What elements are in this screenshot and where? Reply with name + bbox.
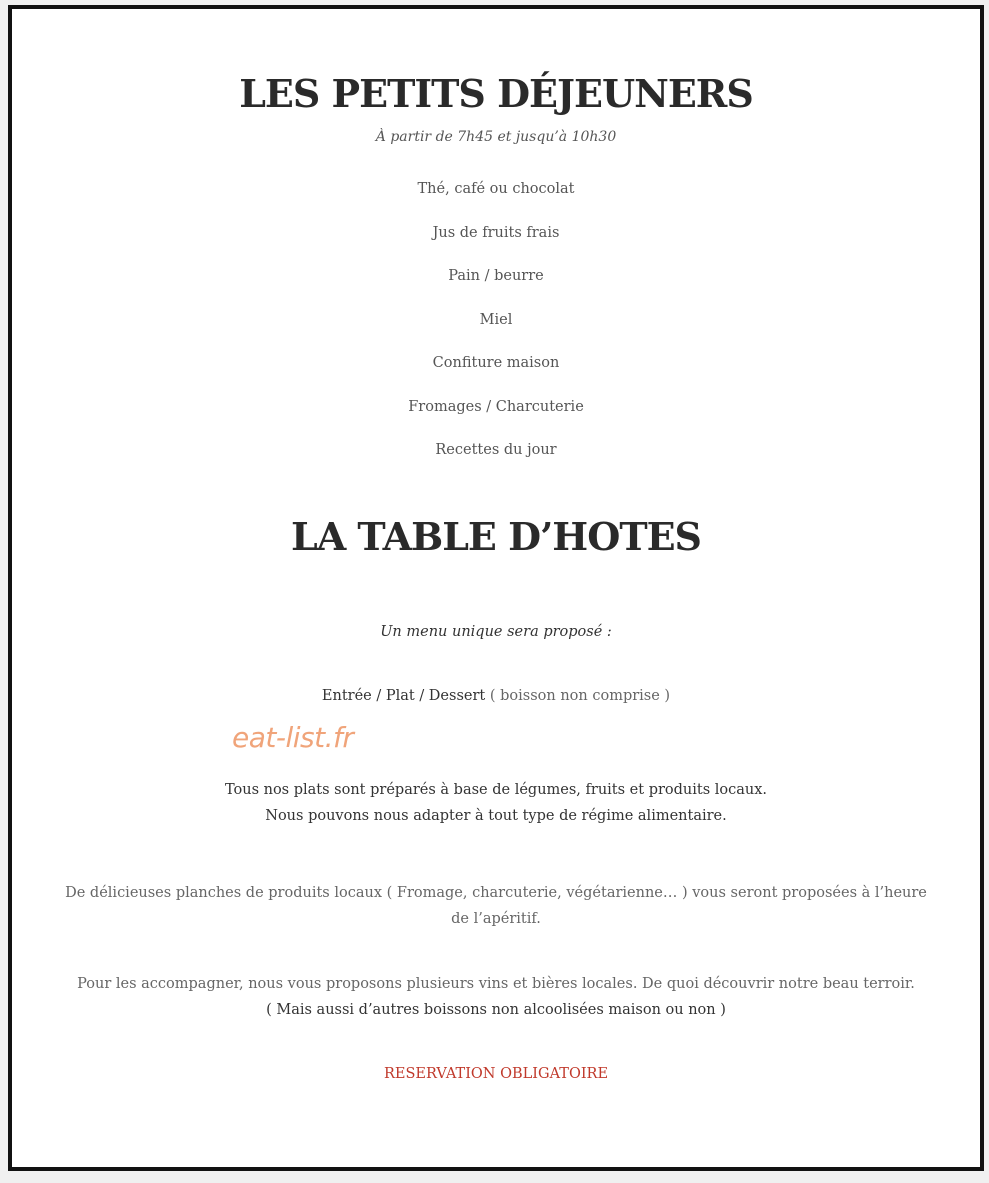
drinks-line: ( Mais aussi d’autres boissons non alcoolisées maison ou non )	[266, 1002, 726, 1018]
breakfast-title: LES PETITS DÉJEUNERS	[239, 71, 753, 116]
watermark-logo: eat-list.fr	[232, 721, 354, 754]
menu-courses: Entrée / Plat / Dessert	[321, 688, 486, 704]
menu-intro: Un menu unique sera proposé :	[380, 624, 612, 640]
breakfast-item: Fromages / Charcuterie	[408, 399, 584, 415]
breakfast-hours: À partir de 7h45 et jusqu’à 10h30	[375, 129, 617, 145]
aperitif-line: de l’apéritif.	[451, 911, 541, 927]
drinks-line: Pour les accompagner, nous vous proposons plusieurs vins et bières locales. De quoi découvrir notre beau terroir.	[77, 976, 915, 992]
aperitif-line: De délicieuses planches de produits locaux ( Fromage, charcuterie, végétarienne… ) vous seront proposées à l’heure	[65, 885, 927, 901]
drinks-paragraph	[32, 971, 960, 1023]
local-produce-line: Tous nos plats sont préparés à base de légumes, fruits et produits locaux.	[224, 782, 768, 798]
breakfast-item: Thé, café ou chocolat	[417, 181, 575, 197]
breakfast-item: Pain / beurre	[448, 268, 544, 284]
breakfast-item: Jus de fruits frais	[432, 225, 560, 241]
breakfast-item: Recettes du jour	[435, 442, 557, 458]
menu-card	[8, 5, 984, 1171]
menu-note: ( boisson non comprise )	[489, 688, 671, 704]
local-produce-paragraph	[52, 777, 940, 829]
menu-courses-line	[12, 688, 980, 704]
reservation-notice: RESERVATION OBLIGATOIRE	[383, 1066, 609, 1082]
diet-line: Nous pouvons nous adapter à tout type de régime alimentaire.	[265, 808, 727, 824]
aperitif-paragraph	[42, 880, 950, 932]
breakfast-item: Confiture maison	[432, 355, 560, 371]
table-hotes-title: LA TABLE D’HOTES	[290, 514, 701, 559]
breakfast-item: Miel	[479, 312, 513, 328]
